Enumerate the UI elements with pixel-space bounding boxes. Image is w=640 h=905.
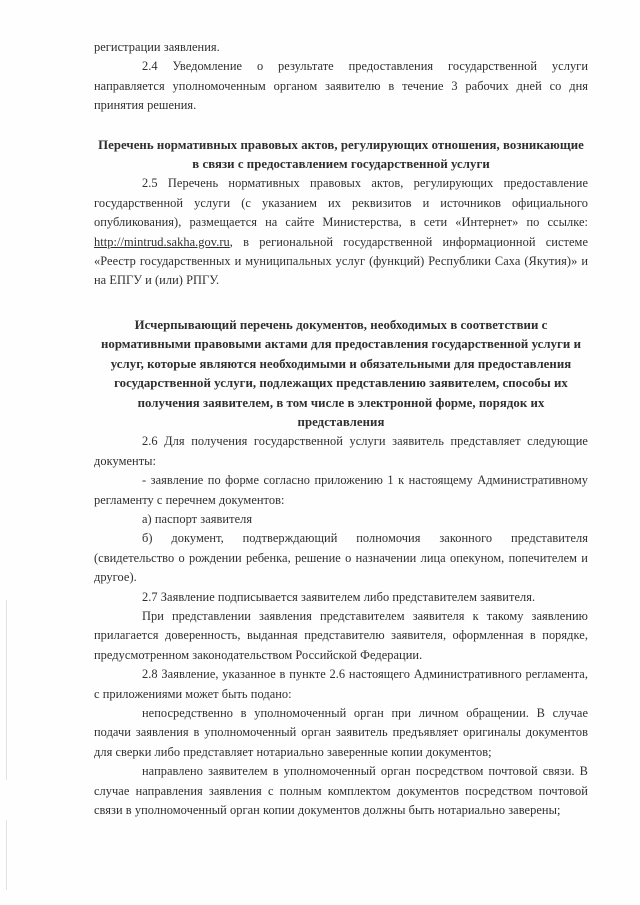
scan-edge-mark bbox=[6, 600, 7, 780]
list-item-application: - заявление по форме согласно приложению 1 к настоящему Административному регламенту с перечнем документов: bbox=[94, 473, 588, 507]
list-item-authority-document: б) документ, подтверждающий полномочия законного представителя (свидетельство о рождении ребенка, решение о назначении лица опекуном, попечителем и другое). bbox=[94, 531, 588, 585]
paragraph-representative: При представлении заявления представителем заявителя к такому заявлению прилагается доверенность, выданная представителю заявителя, оформленная в порядке, предусмотренном законодательством Российской Федерации. bbox=[94, 608, 588, 662]
scan-edge-mark bbox=[6, 820, 7, 890]
paragraph-2-6: 2.6 Для получения государственной услуги заявитель представляет следующие документы: bbox=[94, 434, 588, 468]
heading-documents-list: Исчерпывающий перечень документов, необходимых в соответствии с нормативными правовыми актами для предоставления государственной услуги и услуг, которые являются необходимыми и обязательными для предоставления государственной услуги, подлежащих представлению заявителем, способы их получения заявителем, в том числе в электронной форме, порядок их представления bbox=[100, 317, 582, 429]
heading-normative-acts: Перечень нормативных правовых актов, регулирующих отношения, возникающие в связи с предоставлением государственной услуги bbox=[98, 137, 584, 172]
list-item-passport: а) паспорт заявителя bbox=[142, 511, 253, 526]
paragraph-2-7: 2.7 Заявление подписывается заявителем либо представителем заявителя. bbox=[142, 589, 536, 604]
paragraph-2-5-tail: , в региональной государственной информационной системе «Реестр государственных и муниципальных услуг (функций) Республики Саха (Якутия)» и на ЕПГУ и (или) РПГУ. bbox=[94, 234, 588, 288]
paragraph-2-8: 2.8 Заявление, указанное в пункте 2.6 настоящего Административного регламента, с приложениями может быть подано: bbox=[94, 667, 588, 701]
document-body bbox=[94, 38, 588, 820]
paragraph-postal-submission: направлено заявителем в уполномоченный орган посредством почтовой связи. В случае направления заявления с полным комплектом документов посредством почтовой связи в уполномоченный орган копии документов должны быть нотариально заверены; bbox=[94, 764, 588, 818]
paragraph-direct-submission: непосредственно в уполномоченный орган при личном обращении. В случае подачи заявления в уполномоченный орган заявитель предъявляет оригиналы документов для сверки либо представляет нотариально заверенные копии документов; bbox=[94, 706, 588, 759]
ministry-link[interactable]: http://mintrud.sakha.gov.ru bbox=[94, 234, 230, 249]
paragraph-2-5-text: 2.5 Перечень нормативных правовых актов, регулирующих предоставление государственной услуги (с указанием их реквизитов и источников официального опубликования), размещается на сайте Министерства, в сети «Интернет» по ссылке: bbox=[94, 176, 588, 230]
paragraph-2-4: 2.4 Уведомление о результате предоставления государственной услуги направляется уполномоченным органом заявителю в течение 3 рабочих дней со дня принятия решения. bbox=[94, 59, 588, 113]
paragraph-top: регистрации заявления. bbox=[94, 40, 220, 54]
paragraph-2-5 bbox=[94, 174, 588, 290]
